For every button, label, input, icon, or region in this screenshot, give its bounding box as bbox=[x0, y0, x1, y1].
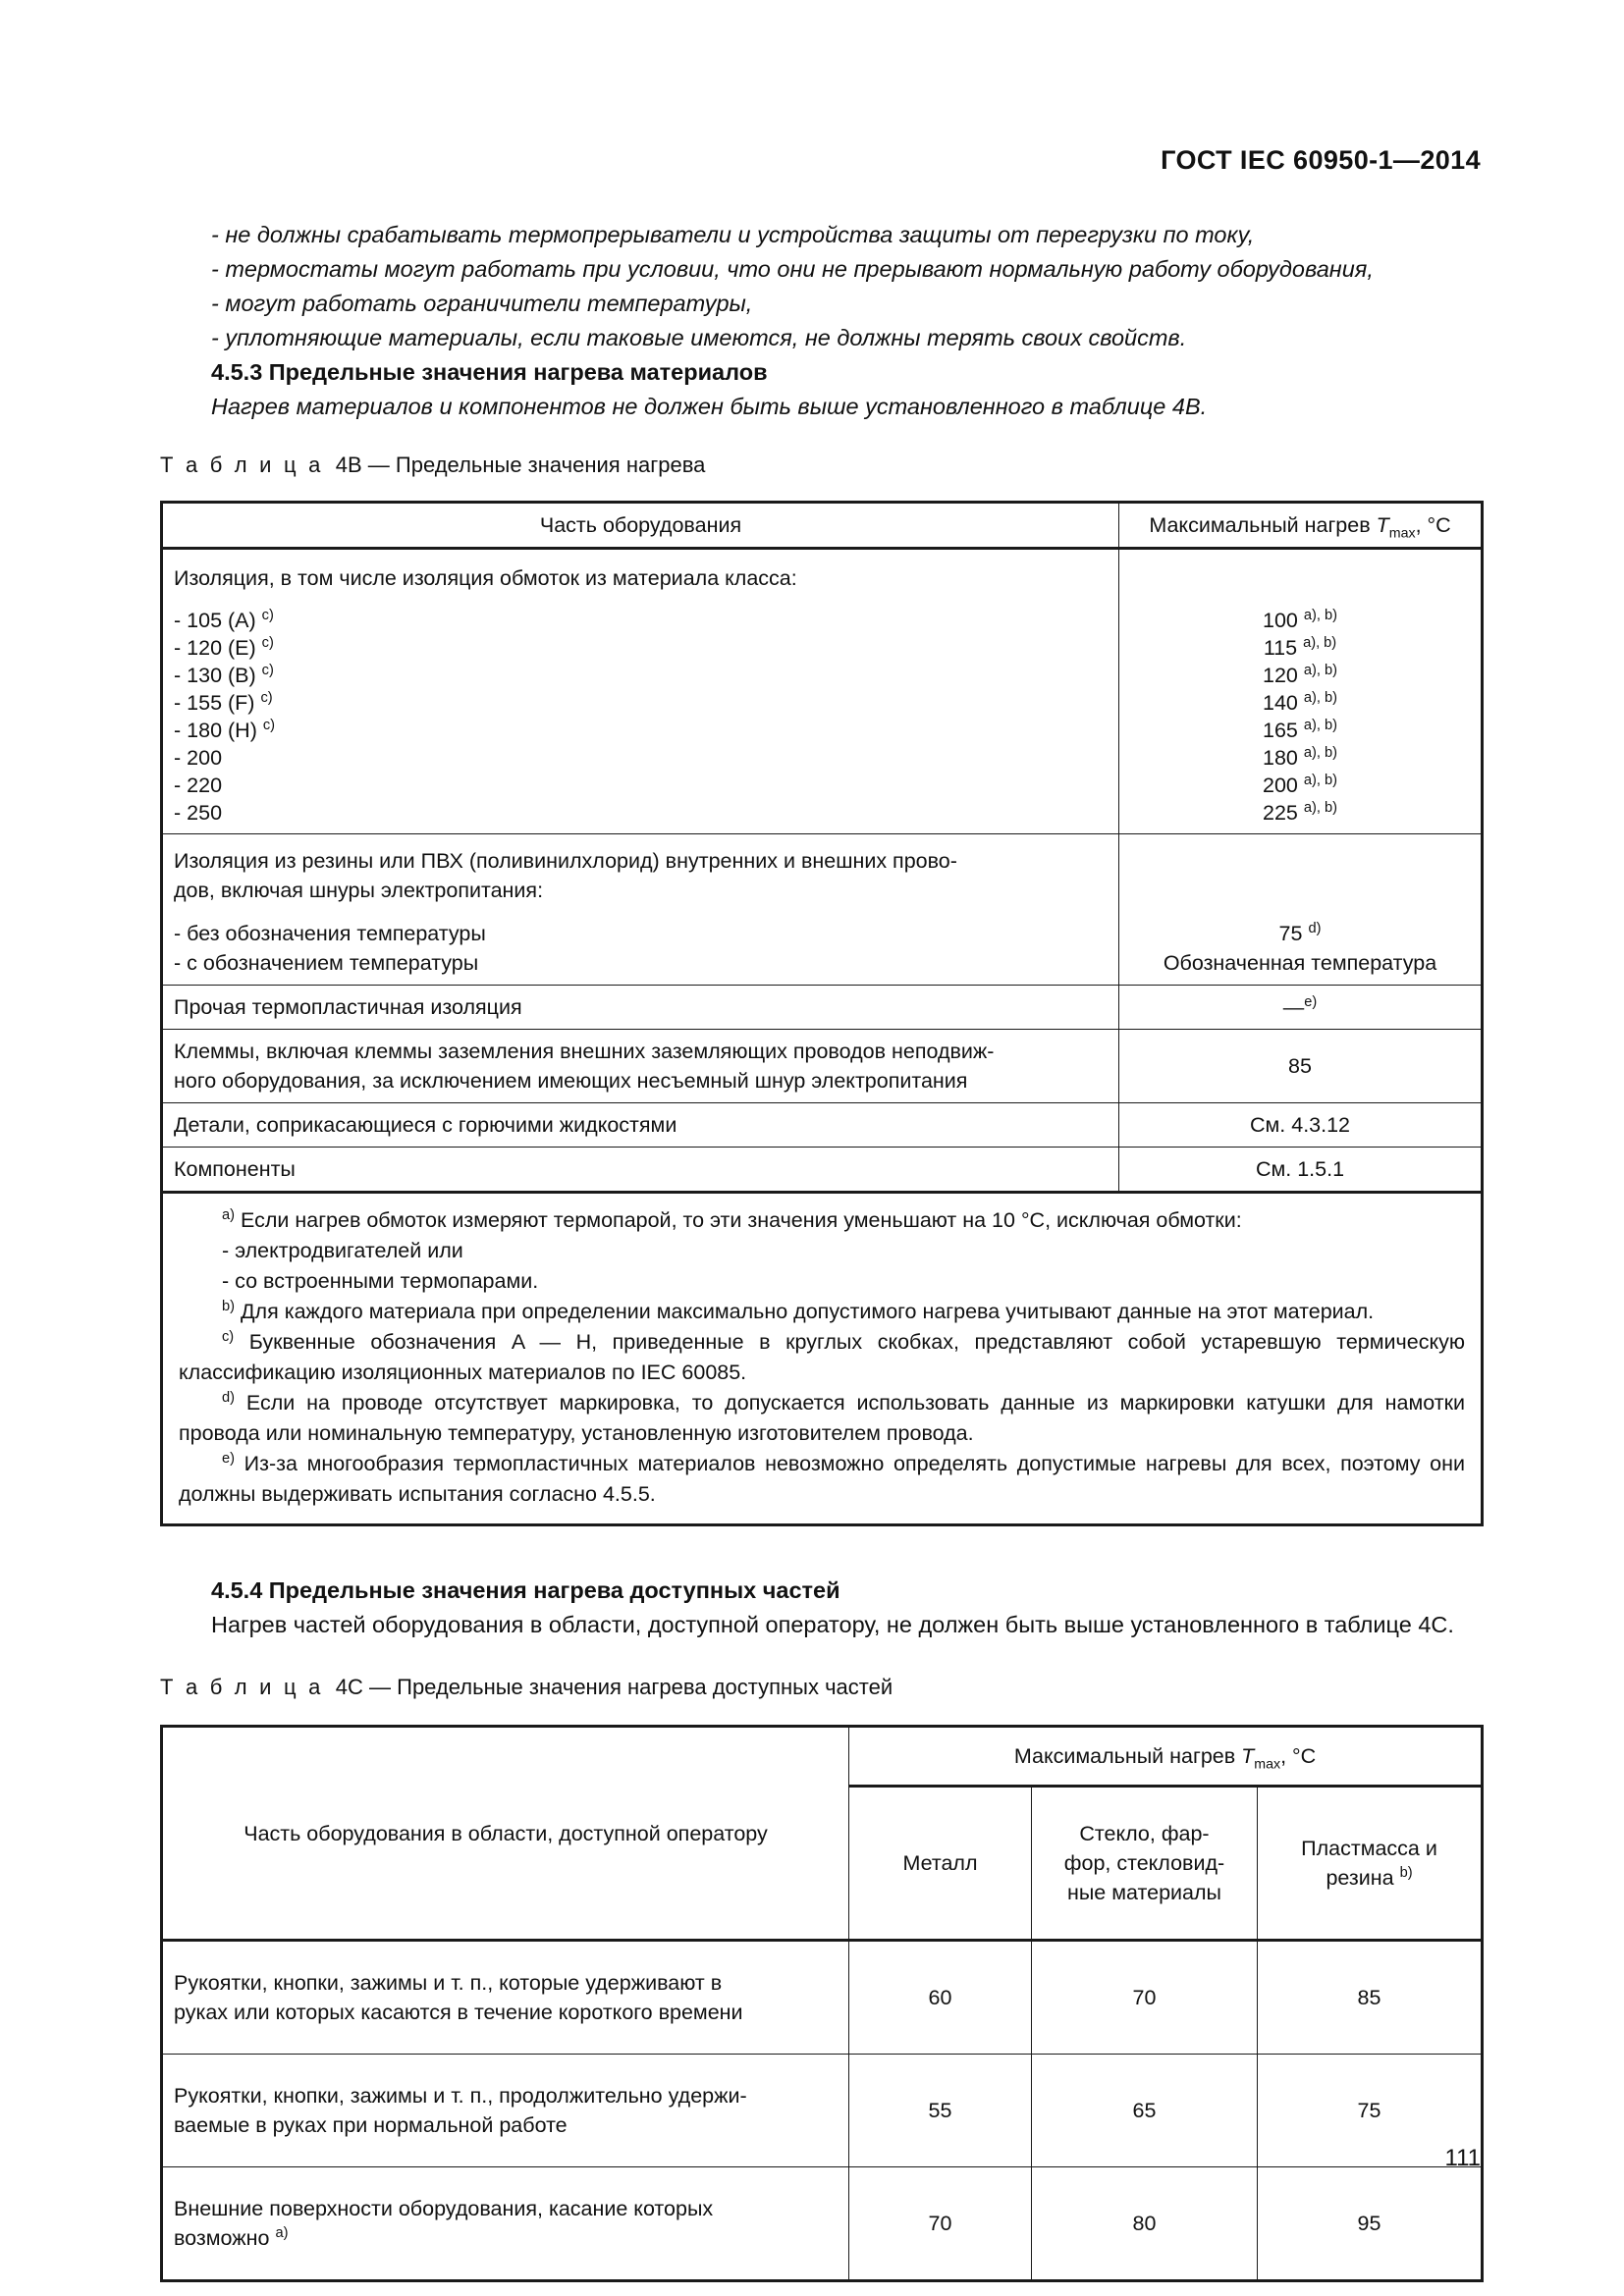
insulation-value-list bbox=[1130, 607, 1470, 827]
part-line-1: Внешние поверхности оборудования, касание которых bbox=[174, 2197, 714, 2220]
insulation-class-item: - 155 (F) $^{c)}$ bbox=[174, 689, 273, 715]
insulation-class-list bbox=[174, 607, 1108, 827]
table-4c-caption bbox=[160, 1672, 1481, 1703]
table-row bbox=[162, 2167, 1483, 2281]
table-4c-header-tmax-symbol: $T_{max}$ bbox=[1241, 1744, 1281, 1773]
table-4b-row-thermoplastic bbox=[162, 986, 1483, 1030]
table-4b-header-part: Часть оборудования bbox=[162, 503, 1119, 549]
table-4c-header-plastic bbox=[1258, 1787, 1483, 1941]
table-4b-header-tmax-symbol: $T_{max}$ bbox=[1376, 513, 1416, 542]
plastic-line-2: резина $^{b)}$ bbox=[1326, 1864, 1413, 1890]
table-4c-header-part: Часть оборудования в области, доступной оператору bbox=[162, 1727, 849, 1941]
table-4b-caption-label: Т а б л и ц а bbox=[160, 453, 324, 477]
table-4b-cell-terminals-part bbox=[162, 1030, 1119, 1103]
table-4b bbox=[160, 501, 1484, 1526]
insulation-value-item: 120 $^{a), b)}$ bbox=[1263, 662, 1337, 687]
table-4c-cell-plastic: 95 bbox=[1258, 2167, 1483, 2281]
rubber-subitem-2: - с обозначением температуры bbox=[174, 951, 479, 975]
insulation-value-item: 100 $^{a), b)}$ bbox=[1263, 607, 1337, 632]
table-4c-caption-label: Т а б л и ц а bbox=[160, 1675, 324, 1699]
note-e: $^{e)}$ Из-за многообразия термопластичных материалов невозможно определять допустимые нагревы для всех, поэтому они должны выдерживать испытания согласно 4.5.5. bbox=[179, 1450, 1465, 1506]
table-4b-cell-terminals-value: 85 bbox=[1119, 1030, 1483, 1103]
table-4c-cell-plastic: 85 bbox=[1258, 1941, 1483, 2055]
note-d: $^{d)}$ Если на проводе отсутствует маркировка, то допускается использовать данные из маркировки катушки для намотки провода или номинальную температуру, установленную изготовителем провода. bbox=[179, 1389, 1465, 1445]
table-4b-row-rubber-pvc bbox=[162, 834, 1483, 986]
rubber-part-line1: Изоляция из резины или ПВХ (поливинилхлорид) внутренних и внешних прово- bbox=[174, 849, 957, 873]
insulation-class-item: - 120 (E) $^{c)}$ bbox=[174, 634, 274, 660]
insulation-value-item: 200 $^{a), b)}$ bbox=[1263, 772, 1337, 797]
page-number: 111 bbox=[1444, 2145, 1481, 2171]
table-4c-header-tmax-prefix: Максимальный нагрев bbox=[1013, 1744, 1242, 1768]
table-4b-cell-thermoplastic-part: Прочая термопластичная изоляция bbox=[162, 986, 1119, 1030]
insulation-part-title: Изоляция, в том числе изоляция обмоток из материала класса: bbox=[174, 566, 797, 590]
section-453-paragraph: Нагрев материалов и компонентов не должен быть выше установленного в таблице 4В. bbox=[211, 394, 1208, 419]
note-b: $^{b)}$ Для каждого материала при определении максимально допустимого нагрева учитывают данные на этот материал. bbox=[222, 1298, 1375, 1323]
intro-bullet-1: - не должны срабатывать термопрерыватели и устройства защиты от перегрузки по току, bbox=[211, 222, 1255, 247]
part-line-1: Рукоятки, кнопки, зажимы и т. п., которые удерживают в bbox=[174, 1971, 723, 1995]
table-4c-cell-part bbox=[162, 2055, 849, 2167]
table-4c-cell-plastic: 75 bbox=[1258, 2055, 1483, 2167]
intro-bullet-3: - могут работать ограничители температуры, bbox=[211, 291, 753, 316]
note-c: $^{c)}$ Буквенные обозначения A — H, приведенные в круглых скобках, представляют собой устаревшую термическую классификацию изоляционных материалов по IEC 60085. bbox=[179, 1328, 1465, 1384]
table-4c-cell-metal: 70 bbox=[849, 2167, 1032, 2281]
table-4b-caption-dash: — bbox=[367, 453, 390, 477]
table-4b-row-components bbox=[162, 1148, 1483, 1193]
table-4c-caption-dash: — bbox=[369, 1675, 391, 1699]
table-4b-cell-insulation-part bbox=[162, 549, 1119, 834]
table-4c-header-tmax-suffix: , °C bbox=[1280, 1744, 1317, 1768]
insulation-value-item: 165 $^{a), b)}$ bbox=[1263, 717, 1337, 742]
note-a-sub-1: - электродвигателей или bbox=[222, 1239, 463, 1262]
table-4c-cell-glass: 65 bbox=[1032, 2055, 1258, 2167]
table-4b-cell-rubber-values bbox=[1119, 834, 1483, 986]
glass-line-2: фор, стекловид- bbox=[1063, 1851, 1225, 1875]
insulation-value-item: 180 $^{a), b)}$ bbox=[1263, 744, 1337, 770]
plastic-line-1: Пластмасса и bbox=[1301, 1837, 1437, 1860]
table-4c-header-tmax bbox=[849, 1727, 1483, 1787]
glass-line-1: Стекло, фар- bbox=[1079, 1822, 1210, 1845]
table-4c-caption-title: Предельные значения нагрева доступных частей bbox=[397, 1675, 893, 1699]
table-4b-notes-row bbox=[162, 1193, 1483, 1525]
table-4b-caption bbox=[160, 450, 1481, 481]
table-4b-cell-components-value: См. 1.5.1 bbox=[1119, 1148, 1483, 1193]
table-4b-cell-flammable-part: Детали, соприкасающиеся с горючими жидкостями bbox=[162, 1103, 1119, 1148]
table-4b-row-flammable bbox=[162, 1103, 1483, 1148]
section-454-paragraph: Нагрев частей оборудования в области, доступной оператору, не должен быть выше установленного в таблице 4С. bbox=[211, 1612, 1454, 1637]
table-4b-cell-flammable-value: См. 4.3.12 bbox=[1119, 1103, 1483, 1148]
rubber-value-2: Обозначенная температура bbox=[1163, 951, 1437, 975]
table-4b-caption-title: Предельные значения нагрева bbox=[395, 453, 706, 477]
table-4b-notes bbox=[162, 1193, 1483, 1525]
intro-bullet-4: - уплотняющие материалы, если таковые имеются, не должны терять своих свойств. bbox=[211, 325, 1187, 350]
table-4b-header-tmax-suffix: , °C bbox=[1415, 513, 1451, 537]
body-block bbox=[160, 218, 1481, 2282]
table-row bbox=[162, 2055, 1483, 2167]
table-4c-cell-glass: 70 bbox=[1032, 1941, 1258, 2055]
table-4b-row-insulation-classes bbox=[162, 549, 1483, 834]
table-4b-cell-components-part: Компоненты bbox=[162, 1148, 1119, 1193]
table-4c-cell-metal: 60 bbox=[849, 1941, 1032, 2055]
table-4c bbox=[160, 1725, 1484, 2282]
table-4b-cell-thermoplastic-value: —$^{e)}$ bbox=[1119, 986, 1483, 1030]
section-453-heading: 4.5.3 Предельные значения нагрева материалов bbox=[211, 359, 768, 385]
note-a-sub-2: - со встроенными термопарами. bbox=[222, 1269, 539, 1293]
part-line-2: руках или которых касаются в течение короткого времени bbox=[174, 2001, 743, 2024]
insulation-class-item: - 200 bbox=[174, 746, 223, 770]
insulation-class-item: - 180 (H) $^{c)}$ bbox=[174, 717, 276, 742]
glass-line-3: ные материалы bbox=[1066, 1881, 1221, 1904]
part-line-2: ваемые в руках при нормальной работе bbox=[174, 2113, 568, 2137]
table-4c-header-metal: Металл bbox=[849, 1787, 1032, 1941]
note-a: $^{a)}$ Если нагрев обмоток измеряют термопарой, то эти значения уменьшают на 10 °С, исключая обмотки: bbox=[222, 1206, 1242, 1232]
table-4c-caption-number: 4С bbox=[335, 1675, 363, 1699]
table-4b-cell-insulation-values bbox=[1119, 549, 1483, 834]
insulation-value-item: 225 $^{a), b)}$ bbox=[1263, 799, 1337, 825]
insulation-class-item: - 220 bbox=[174, 774, 223, 797]
terminals-line2: ного оборудования, за исключением имеющих несъемный шнур электропитания bbox=[174, 1069, 968, 1093]
document-header-title: ГОСТ IEC 60950-1—2014 bbox=[1161, 145, 1481, 175]
table-row bbox=[162, 1941, 1483, 2055]
insulation-value-item: 115 $^{a), b)}$ bbox=[1263, 634, 1337, 660]
table-4b-header-tmax-prefix: Максимальный нагрев bbox=[1149, 513, 1377, 537]
part-line-1: Рукоятки, кнопки, зажимы и т. п., продолжительно удержи- bbox=[174, 2084, 747, 2108]
table-4b-cell-rubber-part bbox=[162, 834, 1119, 986]
table-4c-cell-part bbox=[162, 1941, 849, 2055]
table-4c-header-glass bbox=[1032, 1787, 1258, 1941]
table-4c-cell-metal: 55 bbox=[849, 2055, 1032, 2167]
rubber-subitem-1: - без обозначения температуры bbox=[174, 922, 486, 945]
table-4b-caption-number: 4В bbox=[335, 453, 362, 477]
insulation-class-item: - 250 bbox=[174, 801, 223, 825]
insulation-class-item: - 130 (B) $^{c)}$ bbox=[174, 662, 274, 687]
insulation-value-item: 140 $^{a), b)}$ bbox=[1263, 689, 1337, 715]
intro-bullet-2: - термостаты могут работать при условии, что они не прерывают нормальную работу оборудования, bbox=[211, 256, 1374, 282]
section-454-heading: 4.5.4 Предельные значения нагрева доступных частей bbox=[211, 1577, 840, 1603]
insulation-class-item: - 105 (A) $^{c)}$ bbox=[174, 607, 274, 632]
terminals-line1: Клеммы, включая клеммы заземления внешних заземляющих проводов неподвиж- bbox=[174, 1040, 995, 1063]
table-4c-header-row-top bbox=[162, 1727, 1483, 1787]
table-4b-row-terminals bbox=[162, 1030, 1483, 1103]
table-4c-cell-glass: 80 bbox=[1032, 2167, 1258, 2281]
table-4b-header-row bbox=[162, 503, 1483, 549]
part-line-2: возможно $^{a)}$ bbox=[174, 2224, 289, 2250]
rubber-value-1: 75 $^{d)}$ bbox=[1278, 920, 1322, 945]
table-4c-cell-part bbox=[162, 2167, 849, 2281]
rubber-part-line2: дов, включая шнуры электропитания: bbox=[174, 879, 544, 902]
table-4b-header-tmax bbox=[1119, 503, 1483, 549]
